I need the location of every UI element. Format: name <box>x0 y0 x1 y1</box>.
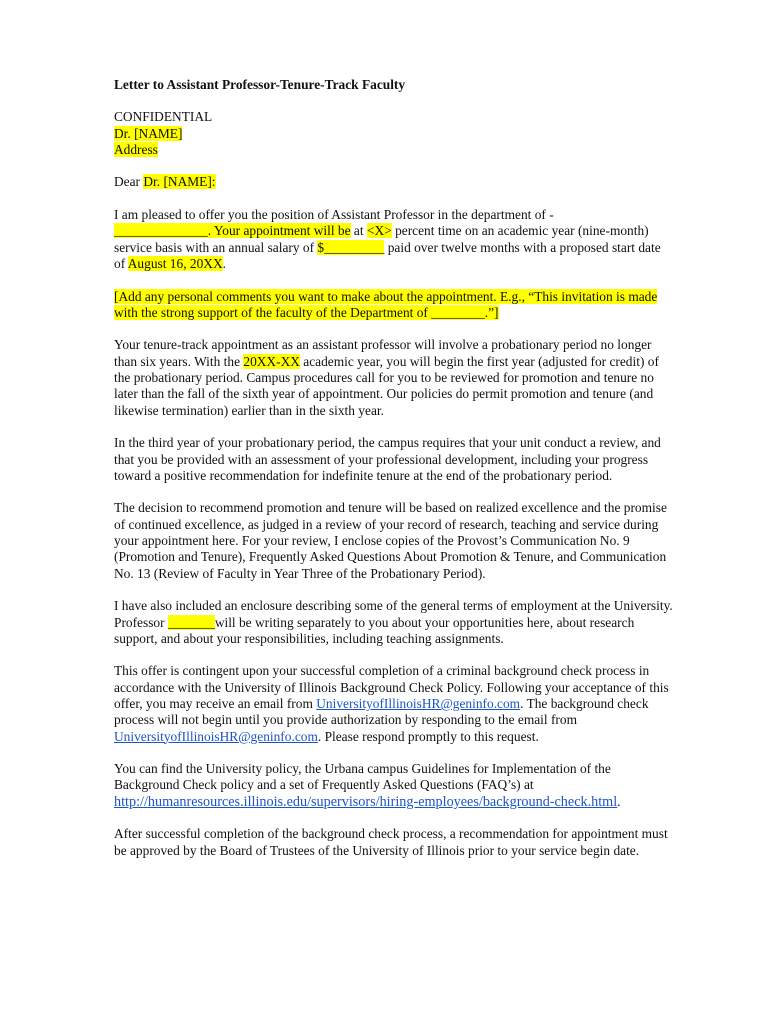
paragraph-enclosure <box>114 598 674 647</box>
offer-text-5: . <box>222 255 226 271</box>
offer-text-3: percent time on an academic year (nine-month) service basis with an annual salary of <box>114 223 649 255</box>
recipient-name: Dr. [NAME] <box>114 125 183 141</box>
paragraph-board-approval: After successful completion of the background check process, a recommendation for appointment must be approved by the Board of Trustees of the University of Illinois prior to your service begin date. <box>114 826 668 858</box>
background-text-2: . The background check process will not begin until you provide authorization by responding to the email from <box>114 695 649 728</box>
probation-text-1: Your tenure-track appointment as an assistant professor will involve a probationary period no longer than six years. With the <box>114 337 652 369</box>
recipient-block <box>114 109 674 158</box>
paragraph-third-year-review: In the third year of your probationary period, the campus requires that your unit conduct a review, and that you be provided with an assessment of your professional development, including your progress toward a positive recommendation for indefinite tenure at the end of the probationary period. <box>114 435 661 483</box>
offer-text-2: at <box>350 223 367 239</box>
professor-blank: _______ <box>167 614 215 630</box>
background-text-1: This offer is contingent upon your successful completion of a criminal background check process in accordance with the University of Illinois Background Check Policy. Following your acceptance of this offer, you may receive an email from <box>114 663 669 711</box>
salutation-name: Dr. [NAME]: <box>143 174 216 190</box>
salary-blank: $_________ <box>317 239 385 255</box>
background-text-3: . Please respond promptly to this request. <box>317 728 539 744</box>
percent-placeholder: <X> <box>366 223 392 239</box>
paragraph-policy-links <box>114 761 674 810</box>
enclosure-text-1: I have also included an enclosure describing some of the general terms of employment at the University. Professor <box>114 598 673 630</box>
probation-text-2: academic year, you will begin the first year (adjusted for credit) of the probationary period. Campus procedures call for you to be reviewed for promotion and tenure no later than the fall of the sixth year of appointment. Our policies do permit promotion and tenure (and likewise termination) earlier than in the sixth year. <box>114 353 659 418</box>
paragraph-personal-comments <box>114 289 674 322</box>
paragraph-background-check <box>114 663 674 744</box>
academic-year-placeholder: 20XX-XX <box>243 353 300 369</box>
letter-title: Letter to Assistant Professor-Tenure-Track Faculty <box>114 77 406 92</box>
recipient-address: Address <box>114 141 158 157</box>
department-blank: ______________. Your appointment will be <box>114 223 351 239</box>
salutation-prefix: Dear <box>114 174 144 190</box>
hr-email-link-2[interactable]: UniversityofIllinoisHR@geninfo.com <box>114 728 318 744</box>
policy-text-2: . <box>617 793 621 809</box>
offer-text-1: I am pleased to offer you the position of Assistant Professor in the department of - <box>114 207 554 223</box>
start-date: August 16, 20XX <box>127 255 223 271</box>
letter-document <box>114 77 674 875</box>
paragraph-tenure-decision: The decision to recommend promotion and tenure will be based on realized excellence and the promise of continued excellence, as judged in a review of your record of research, teaching and service during your appointment here. For your review, I enclose copies of the Provost’s Communication No. 9 (Promotion and Tenure), Frequently Asked Questions About Promotion & Tenure, and Communication No. 13 (Review of Faculty in Year Three of the Probationary Period). <box>114 500 667 581</box>
enclosure-text-2: will be writing separately to you about your opportunities here, about research support, and about your responsibilities, including teaching assignments. <box>114 614 635 646</box>
policy-text-1: You can find the University policy, the Urbana campus Guidelines for Implementation of the Background Check policy and a set of Frequently Asked Questions (FAQ’s) at <box>114 761 611 793</box>
confidential-label: CONFIDENTIAL <box>114 109 213 125</box>
background-check-url-link[interactable]: http://humanresources.illinois.edu/supervisors/hiring-employees/background-check.html <box>114 793 618 810</box>
personal-comments-placeholder: [Add any personal comments you want to make about the appointment. E.g., “This invitation is made with the strong support of the faculty of the Department of ________.”] <box>114 288 658 320</box>
paragraph-offer <box>114 207 674 272</box>
paragraph-probation <box>114 337 674 418</box>
offer-text-4: paid over twelve months with a proposed start date of <box>114 239 661 271</box>
salutation <box>114 174 674 190</box>
hr-email-link-1[interactable]: UniversityofIllinoisHR@geninfo.com <box>316 695 521 711</box>
